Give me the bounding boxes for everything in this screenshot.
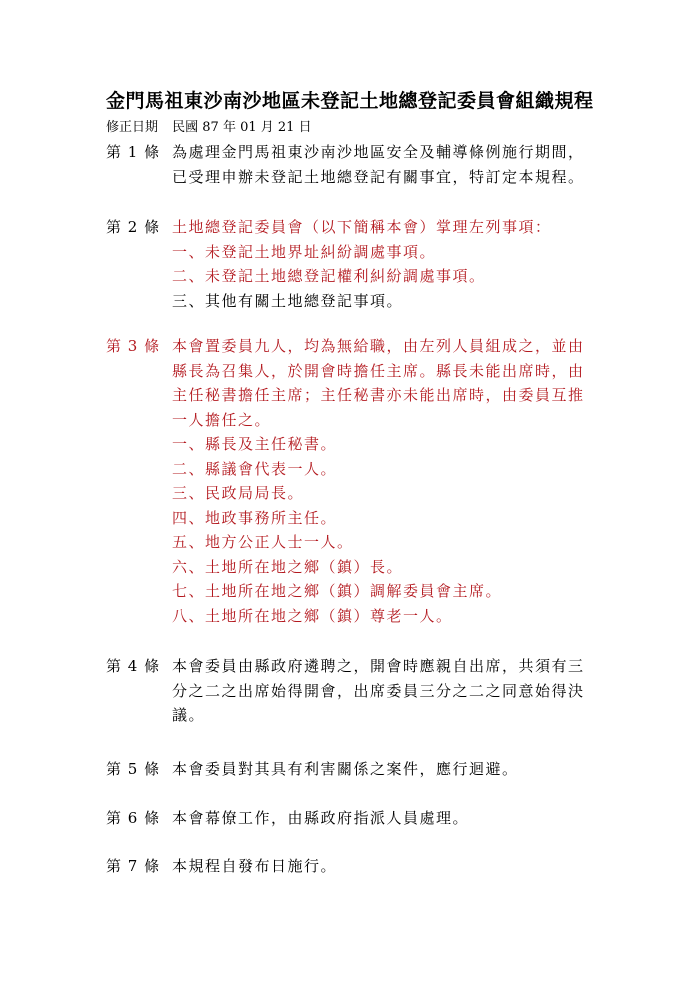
article-label: 第 7 條 [106,857,161,875]
article-body [172,140,592,189]
article-7 [106,854,606,879]
article-text: 本會置委員九人，均為無給職，由左列人員組成之，並由縣長為召集人，於開會時擔任主席。縣長未能出席時，由主任秘書擔任主席；主任秘書亦未能出席時，由委員互推一人擔任之。 [172,337,585,429]
list-item: 三、民政局局長。 [172,484,305,502]
article-body [172,215,592,313]
list-item: 八、土地所在地之鄉（鎮）尊老一人。 [172,606,453,625]
article-label: 第 6 條 [106,809,161,827]
list-item: 一、縣長及主任秘書。 [172,435,338,453]
article-label: 第 5 條 [106,760,161,778]
article-label: 第 2 條 [106,218,161,236]
document-title: 金門馬祖東沙南沙地區未登記土地總登記委員會組織規程 [106,90,594,112]
article-text: 土地總登記委員會（以下簡稱本會）掌理左列事項： [172,218,552,236]
article-text: 本會委員由縣政府遴聘之，開會時應親自出席，共須有三分之二之出席始得開會，出席委員三分之二之同意始得決議。 [172,657,585,724]
list-item: 六、土地所在地之鄉（鎮）長。 [172,557,404,576]
article-label: 第 1 條 [106,143,161,161]
article-5 [106,757,606,782]
article-1 [106,140,606,189]
revision-label: 修正日期 [106,120,159,135]
article-body [172,334,592,628]
list-item: 二、未登記土地總登記權利糾紛調處事項。 [172,267,486,285]
article-body [172,654,592,728]
article-2 [106,215,606,313]
article-4 [106,654,606,728]
list-item: 四、地政事務所主任。 [172,508,338,527]
article-label: 第 4 條 [106,657,161,675]
article-text: 本會幕僚工作，由縣政府指派人員處理。 [172,809,470,827]
article-body [172,854,592,879]
article-text: 本規程自發布日施行。 [172,857,338,875]
article-text: 為處理金門馬祖東沙南沙地區安全及輔導條例施行期間，已受理申辦未登記土地總登記有關事宜，特訂定本規程。 [172,143,585,186]
list-item: 一、未登記土地界址糾紛調處事項。 [172,242,437,261]
list-item: 五、地方公正人士一人。 [172,533,354,551]
revision-date: 民國 87 年 01 月 21 日 [172,120,312,135]
list-item: 七、土地所在地之鄉（鎮）調解委員會主席。 [172,582,503,600]
article-body [172,806,592,831]
article-3 [106,334,606,628]
article-label: 第 3 條 [106,337,161,355]
revision-line [106,118,322,138]
article-body [172,757,592,782]
list-item: 二、縣議會代表一人。 [172,459,338,478]
article-item-list [172,240,592,314]
article-6 [106,806,606,831]
list-item: 三、其他有關土地總登記事項。 [172,291,404,310]
article-item-list [172,432,592,628]
article-text: 本會委員對其具有利害關係之案件，應行迴避。 [172,760,519,778]
